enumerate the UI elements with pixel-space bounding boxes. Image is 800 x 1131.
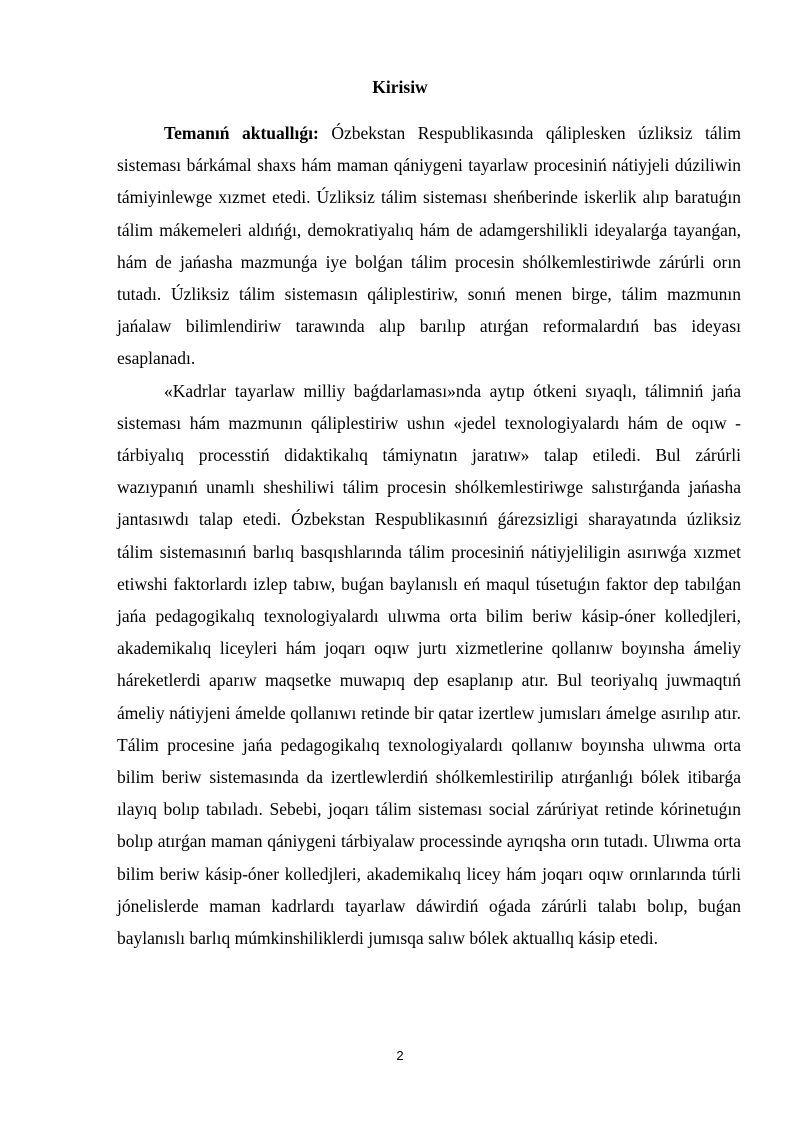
paragraph-lead: Temanıń aktuallıǵı: [164,123,319,143]
page-number: 2 [396,1048,404,1063]
paragraph-text: «Kadrlar tayarlaw milliy baǵdarlaması»nda aytıp ótkeni sıyaqlı, tálimniń jańa sisteması hám mazmunın qáliplestiriw ushın «jedel texnologiyalardı hám de oqıw - tárbiyalıq processtiń didaktikalıq támiynatın jaratıw» talap etiledi. Bul zárúrli wazıypanıń unamlı sheshiliwi tálim procesin shólkemlestiriwge salıstırǵanda jańasha jantasıwdı talap etedi. Ózbekstan Respublikasınıń ǵárezsizligi sharayatında úzliksiz tálim sistemasınıń barlıq basqıshlarında tálim procesiniń nátiyjeliligin asırıwǵa xızmet etiwshi faktorlardı izlep tabıw, buǵan baylanıslı eń maqul túsetuǵın faktor dep tabılǵan jańa pedagogikalıq texnologiyalardı ulıwma orta bilim beriw kásip-óner kolledjleri, akademikalıq liceyleri hám joqarı oqıw jurtı xizmetlerine qollanıw boyınsha ámeliy háreketlerdi aparıw maqsetke muwapıq dep esaplanıp atır. Bul teoriyalıq juwmaqtıń ámeliy nátiyjeni ámelde qollanıwı retinde bir qatar izertlew jumısları ámelge asırılıp atır. Tálim procesine jańa pedagogikalıq texnologiyalardı qollanıw boyınsha ulıwma orta bilim beriw sistemasında da izertlewlerdiń shólkemlestirilip atırǵanlıǵı bólek itibarǵa ılayıq bolıp tabıladı. Sebebi, joqarı tálim sisteması social zárúriyat retinde kórinetuǵın bolıp atırǵan maman qániygeni tárbiyalaw processinde ayrıqsha orın tutadı. Ulıwma orta bilim beriw kásip-óner kolledjleri, akademikalıq licey hám joqarı oqıw orınlarında túrli jónelislerde maman kadrlardı tayarlaw dáwirdiń oǵada zárúrli talabı bolıp, buǵan baylanıslı barlıq múmkinshiliklerdi jumısqa salıw bólek aktuallıq kásip etedi. [117,380,741,949]
paragraph-national-program [117,375,741,955]
document-body [117,117,741,954]
paragraph-topic-relevance [117,117,741,375]
document-title: Kirisiw [372,77,428,97]
paragraph-text: Ózbekstan Respublikasında qáliplesken úzliksiz tálim sisteması bárkámal shaxs hám maman qániygeni tayarlaw procesiniń nátiyjeli dúziliwin támiyinlewge xızmet etedi. Úzliksiz tálim sisteması sheńberinde iskerlik alıp baratuǵın tálim mákemeleri aldıńǵı, demokratiyalıq hám de adamgershilikli ideyalarǵa tayanǵan, hám de jańasha mazmunǵa iye bolǵan tálim procesin shólkemlestiriwde zárúrli orın tutadı. Úzliksiz tálim sistemasın qáliplestiriw, sonıń menen birge, tálim mazmunın jańalaw bilimlendiriw tarawında alıp barılıp atırǵan reformalardıń bas ideyası esaplanadı. [117,123,742,369]
